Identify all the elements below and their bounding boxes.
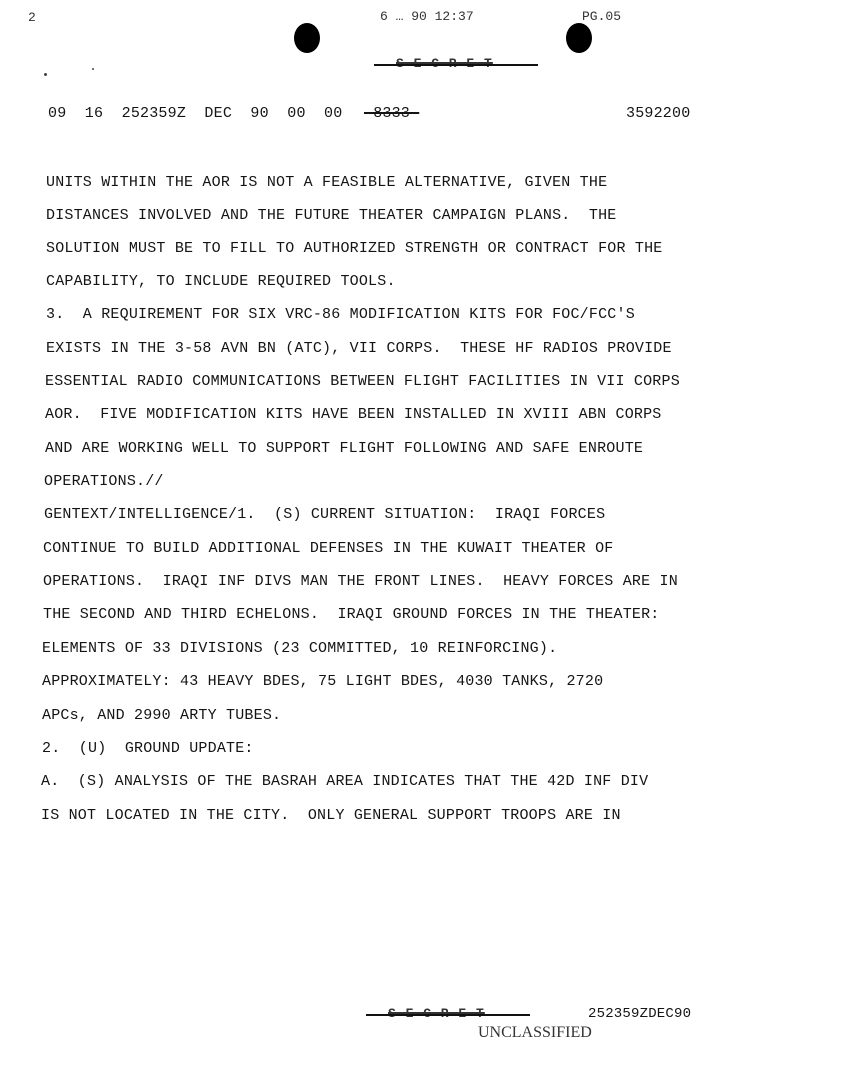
unclassified-stamp: UNCLASSIFIED [478,1024,592,1041]
body-line-16: APPROXIMATELY: 43 HEAVY BDES, 75 LIGHT BDES, 4030 TANKS, 2720 [42,673,604,690]
fax-date-time: 6 … 90 12:37 [380,9,474,24]
speck [44,73,47,76]
body-line-3: SOLUTION MUST BE TO FILL TO AUTHORIZED STRENGTH OR CONTRACT FOR THE [46,240,663,257]
message-fields: 09 16 252359Z DEC 90 00 00 [48,105,343,122]
body-line-1: UNITS WITHIN THE AOR IS NOT A FEASIBLE ALTERNATIVE, GIVEN THE [46,174,608,191]
fax-page-label: PG.05 [582,9,622,24]
body-line-10: OPERATIONS.// [44,473,164,490]
message-number: 3592200 [626,105,691,122]
body-line-4: CAPABILITY, TO INCLUDE REQUIRED TOOLS. [46,273,396,290]
body-line-5: 3. A REQUIREMENT FOR SIX VRC-86 MODIFICATION KITS FOR FOC/FCC'S [46,306,635,323]
body-line-11: GENTEXT/INTELLIGENCE/1. (S) CURRENT SITUATION: IRAQI FORCES [44,506,606,523]
body-line-20: IS NOT LOCATED IN THE CITY. ONLY GENERAL SUPPORT TROOPS ARE IN [41,807,621,824]
body-line-2: DISTANCES INVOLVED AND THE FUTURE THEATER CAMPAIGN PLANS. THE [46,207,617,224]
classification-bottom-rule [366,1014,530,1016]
body-line-17: APCs, AND 2990 ARTY TUBES. [42,707,282,724]
punch-hole-left [294,23,320,53]
body-line-12: CONTINUE TO BUILD ADDITIONAL DEFENSES IN THE KUWAIT THEATER OF [43,540,614,557]
struck-code: -8333- [364,105,420,122]
body-line-7: ESSENTIAL RADIO COMMUNICATIONS BETWEEN FLIGHT FACILITIES IN VII CORPS [45,373,680,390]
classification-top-rule [374,64,538,66]
body-line-8: AOR. FIVE MODIFICATION KITS HAVE BEEN INSTALLED IN XVIII ABN CORPS [45,406,662,423]
page-mark: 2 [28,10,36,25]
body-line-6: EXISTS IN THE 3-58 AVN BN (ATC), VII CORPS. THESE HF RADIOS PROVIDE [46,340,672,357]
punch-hole-right [566,23,592,53]
body-line-13: OPERATIONS. IRAQI INF DIVS MAN THE FRONT LINES. HEAVY FORCES ARE IN [43,573,678,590]
body-line-9: AND ARE WORKING WELL TO SUPPORT FLIGHT FOLLOWING AND SAFE ENROUTE [45,440,644,457]
footer-dtg: 252359ZDEC90 [588,1006,692,1022]
speck [92,68,94,70]
body-line-19: A. (S) ANALYSIS OF THE BASRAH AREA INDICATES THAT THE 42D INF DIV [41,773,649,790]
body-line-14: THE SECOND AND THIRD ECHELONS. IRAQI GROUND FORCES IN THE THEATER: [43,606,660,623]
body-line-15: ELEMENTS OF 33 DIVISIONS (23 COMMITTED, 10 REINFORCING). [42,640,558,657]
body-line-18: 2. (U) GROUND UPDATE: [42,740,254,757]
